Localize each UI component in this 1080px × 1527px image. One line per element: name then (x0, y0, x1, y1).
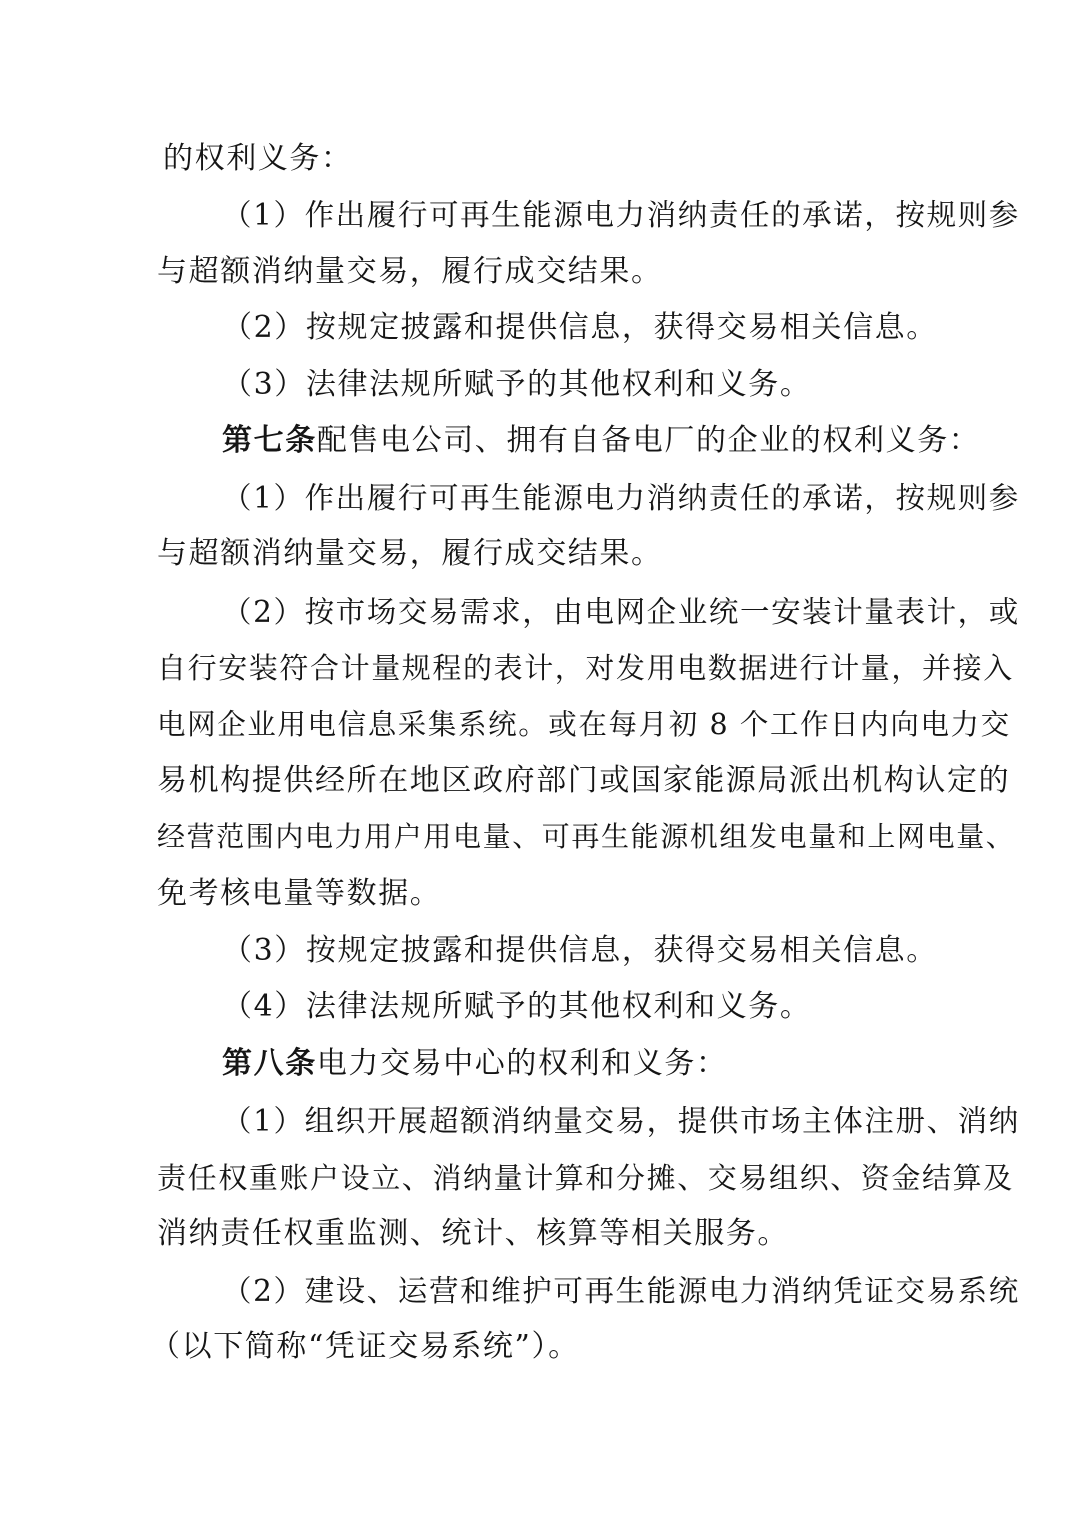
text-line: （4）法律法规所赋予的其他权利和义务。 (222, 989, 812, 1024)
text-line: 电网企业用电信息采集系统。或在每月初 8 个工作日内向电力交 (157, 708, 1011, 741)
text-line: 消纳责任权重监测、统计、核算等相关服务。 (157, 1216, 789, 1251)
text-line: 自行安装符合计量规程的表计，对发用电数据进行计量，并接入 (157, 651, 1014, 685)
text-line: （以下简称“凭证交易系统”）。 (150, 1329, 580, 1364)
text-line: 的权利义务： (163, 141, 353, 176)
text-line: 与超额消纳量交易，履行成交结果。 (157, 536, 663, 571)
text-line: （2）按规定披露和提供信息，获得交易相关信息。 (222, 310, 938, 345)
text-line: （1）组织开展超额消纳量交易，提供市场主体注册、消纳 (222, 1104, 1020, 1138)
article-8-heading (222, 1044, 728, 1084)
article-8-text: 电力交易中心的权利和义务： (316, 1046, 728, 1081)
article-8-label: 第八条 (222, 1046, 317, 1081)
text-line: （1）作出履行可再生能源电力消纳责任的承诺，按规则参 (222, 481, 1020, 515)
text-line: （2）建设、运营和维护可再生能源电力消纳凭证交易系统 (222, 1274, 1020, 1308)
article-7-text: 配售电公司、拥有自备电厂的企业的权利义务： (316, 423, 981, 458)
text-line: （2）按市场交易需求，由电网企业统一安装计量表计，或 (222, 595, 1020, 629)
text-line: （3）按规定披露和提供信息，获得交易相关信息。 (222, 933, 938, 968)
text-line: （1）作出履行可再生能源电力消纳责任的承诺，按规则参 (222, 198, 1020, 232)
text-line: 易机构提供经所在地区政府部门或国家能源局派出机构认定的 (157, 763, 1011, 798)
text-line: 与超额消纳量交易，履行成交结果。 (157, 254, 663, 289)
article-7-heading (222, 421, 980, 461)
article-7-label: 第七条 (222, 423, 317, 458)
text-line: （3）法律法规所赋予的其他权利和义务。 (222, 367, 812, 402)
text-line: 责任权重账户设立、消纳量计算和分摊、交易组织、资金结算及 (157, 1161, 1014, 1195)
text-line: 免考核电量等数据。 (157, 876, 442, 911)
text-line: 经营范围内电力用户用电量、可再生能源机组发电量和上网电量、 (157, 820, 1016, 853)
